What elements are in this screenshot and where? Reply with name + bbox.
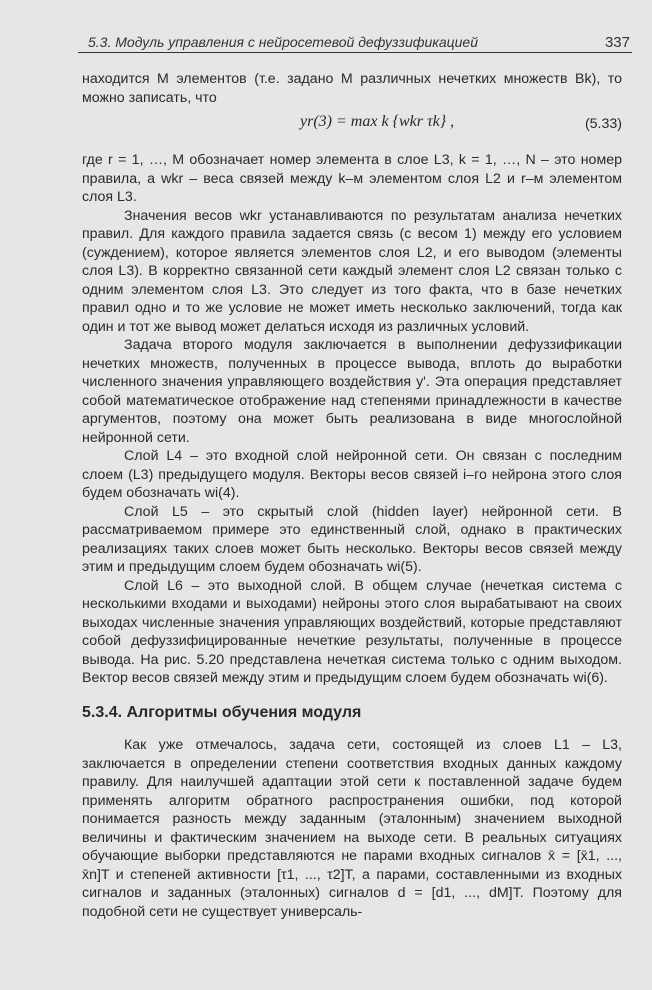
running-title: 5.3. Модуль управления с нейросетевой дефуззификацией bbox=[88, 34, 478, 50]
page-header bbox=[78, 32, 632, 53]
paragraph-learning: Как уже отмечалось, задача сети, состоящей из слоев L1 – L3, заключается в определении степени соответствия входных данных каждому правилу. Для наилучшей адаптации этой сети к поставленной задаче будем применять алгоритм обратного распространения ошибки, под которой понимается разность между заданным (эталонным) значением выходной величины и фактическим значением на выходе сети. В реальных ситуациях обучающие выборки представляются не парами входных сигналов x̄ = [x̄1, ..., x̄n]T и степеней активности [τ1, ..., τ2]T, а парами, составленными из входных сигналов и заданных (эталонных) сигналов d = [d1, ..., dM]T. Поэтому для подобной сети не существует универсаль- bbox=[82, 737, 622, 920]
page-number: 337 bbox=[604, 34, 630, 51]
paragraph-weights: Значения весов wkr устанавливаются по результатам анализа нечетких правил. Для каждого правила задается связь (с весом 1) между его условием (суждением), которое является элементов слоя L2, и его выводом (элементы слоя L3). В корректно связанной сети каждый элемент слоя L2 связан только с одним элементом слоя L3. Это следует из того факта, что в базе нечетких правил одно и то же условие не может иметь несколько заключений, тогда как один и тот же вывод может делаться исходя из различных условий. bbox=[82, 207, 622, 335]
page-body bbox=[82, 70, 622, 921]
formula-number: (5.33) bbox=[584, 116, 622, 132]
paragraph-where: где r = 1, …, M обозначает номер элемента в слое L3, k = 1, …, N – это номер правила, а wkr – веса связей между k–м элементом слоя L2 и r–м элементом слоя L3. bbox=[82, 152, 622, 205]
section-heading: 5.3.4. Алгоритмы обучения модуля bbox=[82, 703, 362, 721]
paragraph-layer-l6: Слой L6 – это выходной слой. В общем случае (нечеткая система с несколькими входами и выходами) нейроны этого слоя вырабатывают на своих выходах численные значения управляющих воздействий, которые представляют собой дефуззифицированные нечеткие результаты, полученные в процессе вывода. На рис. 5.20 представлена нечеткая система только с одним выходом. Вектор весов связей между этим и предыдущим слоем будем обозначать wi(6). bbox=[82, 577, 622, 686]
paragraph-layer-l4: Слой L4 – это входной слой нейронной сети. Он связан с последним слоем (L3) предыдущего модуля. Векторы весов связей i–го нейрона этого слоя будем обозначать wi(4). bbox=[82, 448, 622, 501]
formula-5-33 bbox=[82, 107, 622, 151]
paragraph-intro: находится M элементов (т.е. задано M различных нечетких множеств Bk), то можно записать, что bbox=[82, 71, 622, 106]
formula-expression: yr(3) = max k {wkr τk} , bbox=[300, 113, 455, 130]
paragraph-layer-l5: Слой L5 – это скрытый слой (hidden layer) нейронной сети. В рассматриваемом примере это единственный слой, однако в практических реализациях таких слоев может быть несколько. Векторы весов связей между этим и предыдущим слоем будем обозначать wi(5). bbox=[82, 503, 622, 575]
paragraph-task: Задача второго модуля заключается в выполнении дефуззификации нечетких множеств, полученных в процессе вывода, вплоть до выработки численного значения управляющего воздействия y'. Эта операция представляет собой математическое отображение над степенями принадлежности в качестве аргументов, поэтому она может быть реализована в виде многослойной нейронной сети. bbox=[82, 337, 622, 446]
